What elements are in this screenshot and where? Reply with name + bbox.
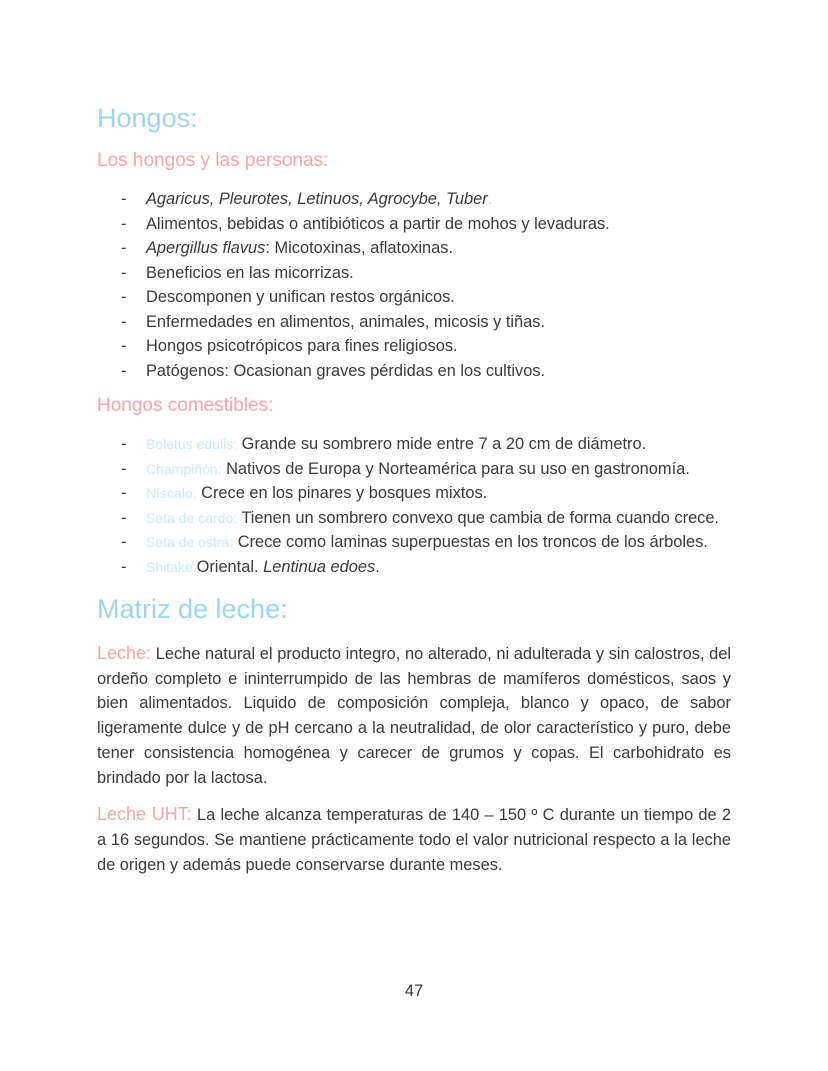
list-item-text: Nativos de Europa y Norteamérica para su uso en gastronomía. xyxy=(226,459,690,478)
paragraph-lead: Leche: xyxy=(97,643,152,663)
list-item-text: Grande su sombrero mide entre 7 a 20 cm de diámetro. xyxy=(241,435,647,453)
list-item xyxy=(97,506,731,531)
list-item-italic: Agaricus, Pleurotes, Letinuos, Agrocybe, Tuber xyxy=(146,190,488,208)
list-item-italic: Lentinua edoes xyxy=(263,557,376,576)
list-item xyxy=(97,187,731,212)
list-item xyxy=(97,236,731,261)
list-item-term: Níscalo: xyxy=(146,485,197,501)
subsection-title-hongos-comestibles: Hongos comestibles: xyxy=(97,395,274,416)
paragraph-lead: Leche UHT: xyxy=(97,804,192,825)
section-title-matriz-leche: Matriz de leche: xyxy=(97,594,288,624)
list-item-term: Champiñón: xyxy=(146,460,222,477)
list-item-text: Crece en los pinares y bosques mixtos. xyxy=(201,484,488,502)
list-item-end: . xyxy=(375,557,380,576)
hongos-comestibles-list xyxy=(97,432,731,579)
list-item: - Alimentos, bebidas o antibióticos a partir de mohos y levaduras. xyxy=(97,212,731,237)
list-item-term: Seta de cardo: xyxy=(146,509,238,526)
list-item-term: Shitake: xyxy=(146,558,197,575)
list-item-text: Crece como laminas superpuestas en los troncos de los árboles. xyxy=(237,533,708,551)
list-item: - Beneficios en las micorrizas. xyxy=(97,261,731,286)
document-page xyxy=(97,98,731,877)
paragraph-text: La leche alcanza temperaturas de 140 – 150 º C durante un tiempo de 2 a 16 segundos. Se mantiene prácticamente todo el valor nutricional respecto a la leche de origen y además puede conservarse durante meses. xyxy=(97,806,732,874)
paragraph-leche xyxy=(97,641,731,790)
list-item: - Patógenos: Ocasionan graves pérdidas en los cultivos. xyxy=(97,359,731,384)
paragraph-leche-uht xyxy=(97,802,731,877)
list-item: - Enfermedades en alimentos, animales, micosis y tiñas. xyxy=(97,310,731,335)
list-item-term: Boletus edulis: xyxy=(146,436,238,452)
list-item xyxy=(97,432,731,457)
list-item: - Hongos psicotrópicos para fines religiosos. xyxy=(97,334,731,359)
paragraph-text: Leche natural el producto integro, no alterado, ni adulterada y sin calostros, del ordeño completo e ininterrumpido de las hembras de mamíferos domésticos, saos y bien alimentados. Liquido de composición compleja, blanco y opaco, de sabor ligeramente dulce y de pH cercano a la neutralidad, de olor característico y puro, debe tener consistencia homogénea y carecer de grumos y copas. El carbohidrato es brindado por la lactosa. xyxy=(97,645,731,787)
list-item: - Descomponen y unifican restos orgánicos. xyxy=(97,285,731,310)
list-item-dot: . xyxy=(487,190,493,208)
list-item xyxy=(97,555,731,580)
page-number: 47 xyxy=(404,982,424,1000)
list-item-term: Seta de ostra: xyxy=(146,534,234,550)
list-item xyxy=(97,457,731,482)
subsection-title-hongos-personas: Los hongos y las personas: xyxy=(97,150,329,171)
list-item-text: : Micotoxinas, aflatoxinas. xyxy=(265,239,454,257)
list-item xyxy=(97,481,731,506)
section-title-hongos: Hongos: xyxy=(97,103,198,133)
list-item-text: Tienen un sombrero convexo que cambia de forma cuando crece. xyxy=(241,508,720,527)
list-item-text: Oriental. xyxy=(196,557,259,576)
hongos-personas-list xyxy=(97,187,731,383)
list-item-italic: Apergillus flavus xyxy=(146,239,266,257)
list-item xyxy=(97,530,731,555)
